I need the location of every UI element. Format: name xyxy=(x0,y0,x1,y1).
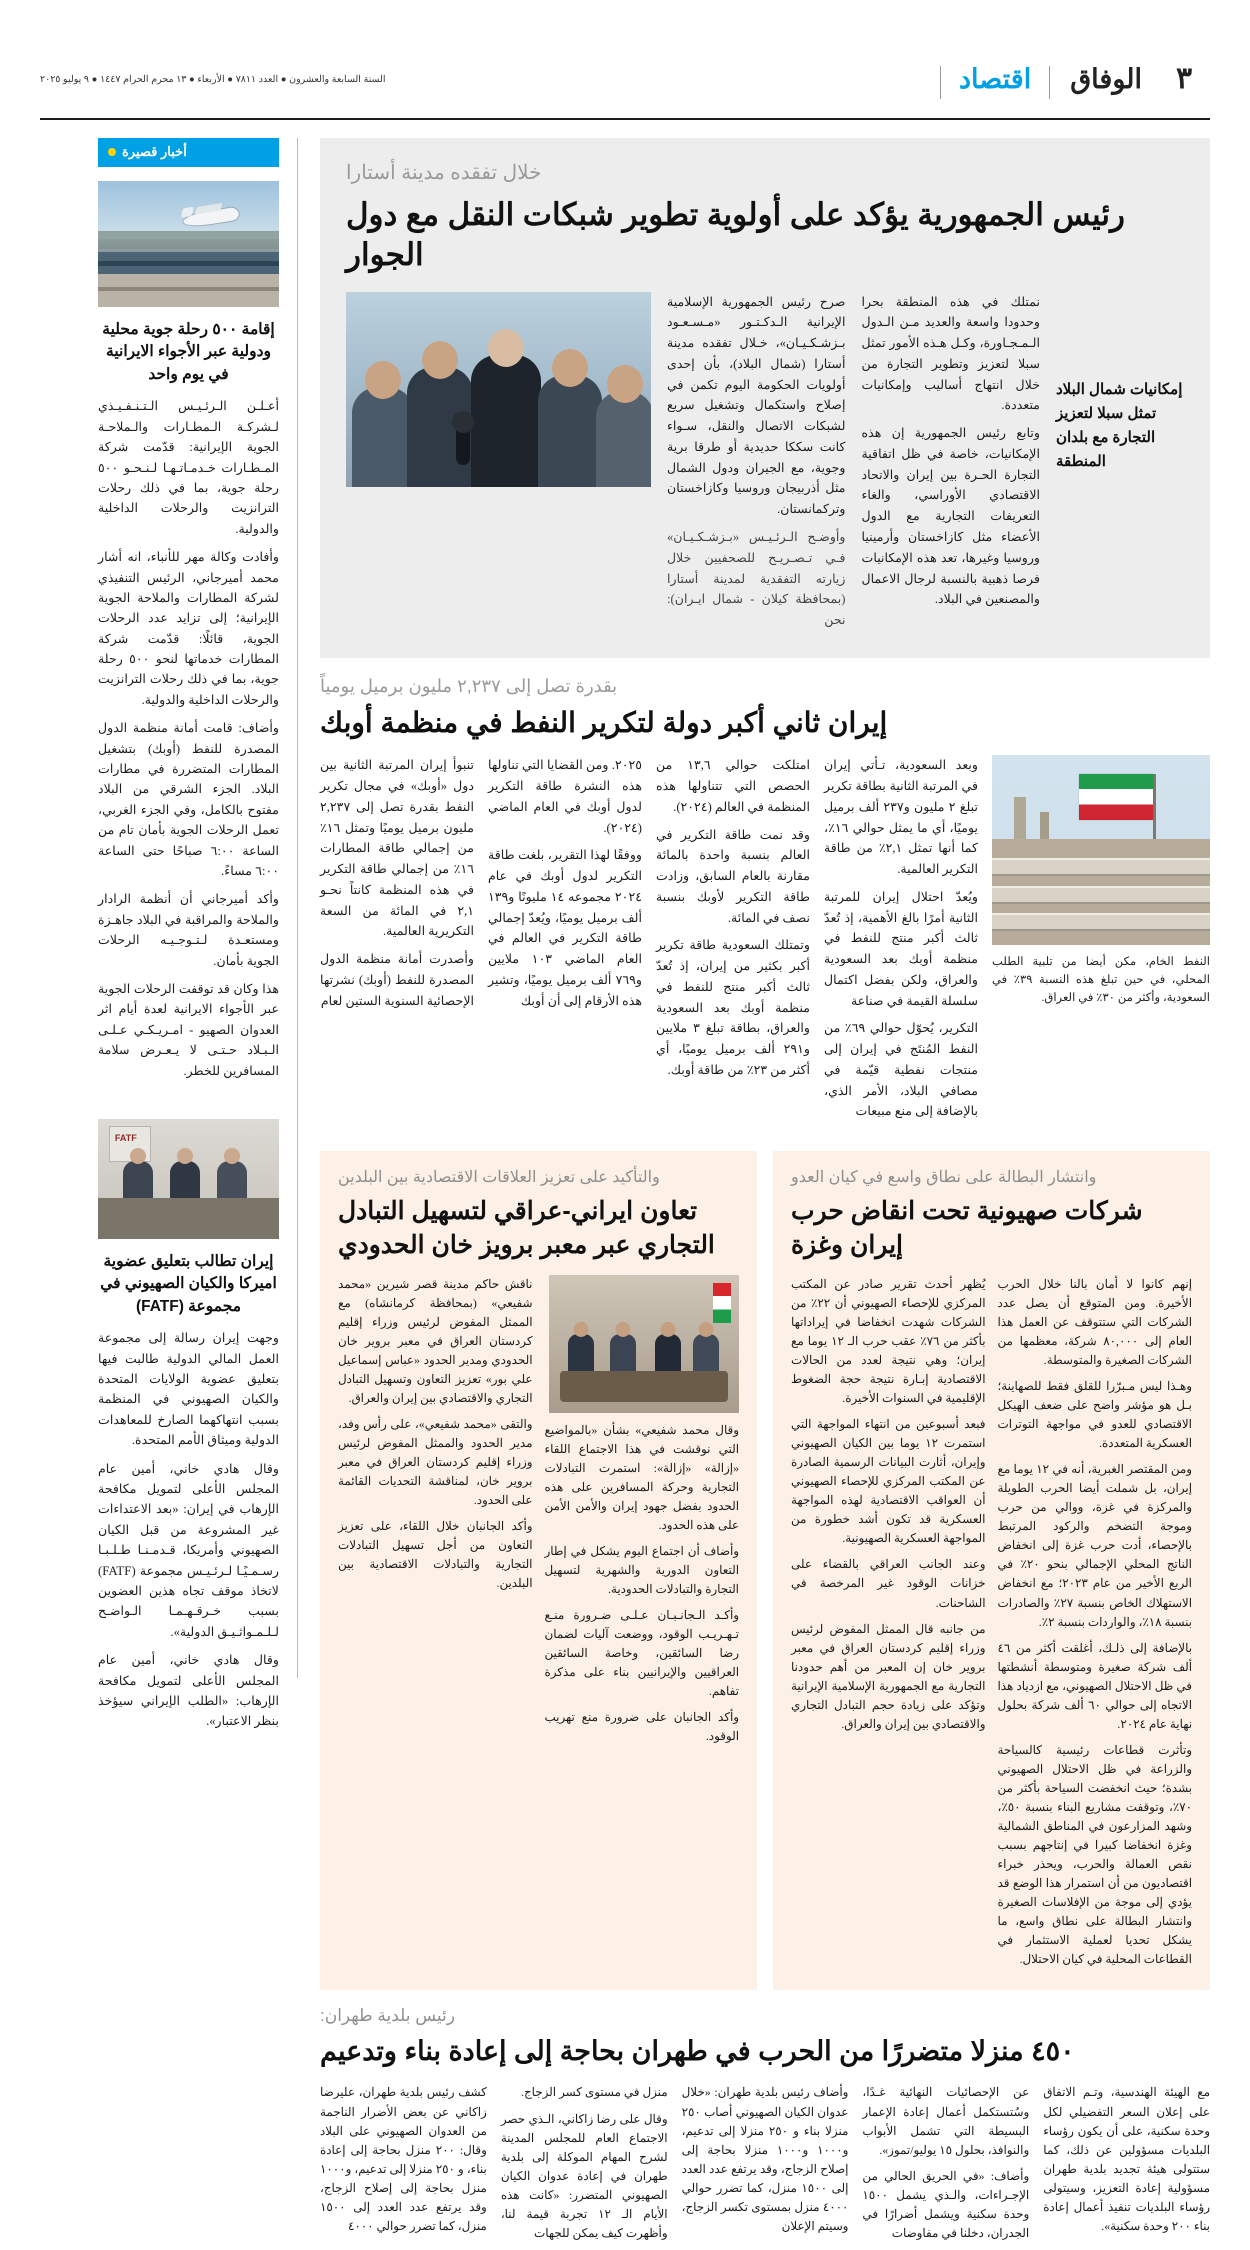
paragraph: وأضاف رئيس بلدية طهران: «خلال عدوان الكيان الصهيوني أصاب ٢٥٠ منزلا بناء و ٢٥٠ منزلا إلى تدعيم، و١٠٠٠ و١٠٠٠ منزلا بحاجة إلى إصلاح الزجاج، وقد يرتفع عدد العدد إلى ١٥٠٠ منزل، كما تضرر حوالي ٤٠٠٠ منزل بمستوى تكسر الزجاج، وسيتم الإعلان xyxy=(681,2085,849,2233)
paragraph: عن الإحصائيات النهائية غـدًا، وسُتستكمل أعمال إعادة الإعمار البسيطة التي تشمل الأبواب والنوافذ، بحلول ١٥ يوليو/تموز». xyxy=(862,2085,1030,2157)
president-press-conference-photo xyxy=(346,292,651,487)
story-column-1 xyxy=(824,755,978,1129)
paragraph: تنبوأ إيران المرتبة الثانية بين دول «أوبك» في مجال تكرير النفط بقدرة تصل إلى ٢,٢٣٧ مليون برميل يوميًا وتمثل ١٦٪ من إجمالي طاقة المطارات ١٦٪ من إجمالي طاقة التكرير في هذه المنظمة كانتاً نحـو ٢,١ في المائة من السعة التكريرية العالمية. xyxy=(320,758,474,939)
story-column-1 xyxy=(545,1275,740,1754)
masthead xyxy=(40,46,1210,120)
story-column-2 xyxy=(338,1275,533,1754)
story-column-1 xyxy=(998,1275,1193,1977)
story-headline: تعاون ايراني-عراقي لتسهيل التبادل التجاري عبر معبر برويز خان الحدودي xyxy=(338,1197,715,1259)
paragraph: وأكد أميرجاني أن أنظمة الرادار والملاحة والمراقبة في البلاد جاهـزة ومستعـدة لـتـوجـيـه الرحلات الجوية بأمان. xyxy=(98,892,279,968)
middle-stories-row xyxy=(320,1151,1210,1990)
newspaper-page xyxy=(0,46,1250,2240)
story-column-1 xyxy=(862,292,1041,617)
sidebar-item-headline: إيران تطالب بتعليق عضوية اميركا والكيان الصهيوني في مجموعة (FATF) xyxy=(100,1252,277,1315)
paragraph: وقد نمت طاقة التكرير في العالم بنسبة واحدة بالمائة مقارنة بالعام السابق، وزادت طاقة التكرير لأوبك بنسبة نصف في المائة. xyxy=(656,827,810,925)
oil-refinery-iranian-flag-photo xyxy=(992,755,1210,945)
paragraph: هذا وكان قد توقفت الرحلات الجوية عبر الأجواء الايرانية لعدة أيام اثر العدوان الصهيو - امـريـكـي عـلـى الـبـلاد حـتـى لا يـعـرض سلامة المسافرين للخطر. xyxy=(98,981,279,1078)
story-column-1 xyxy=(1043,2083,1210,2249)
story-zionist-companies xyxy=(773,1151,1210,1990)
paragraph: وأوضـح الـرئـيـس «بـزشـكـيـان» فـي تـصـريـح للصحفيين خلال زيارته التفقدية لمدينة أستارا (بمحافظة كيلان - شمال ايـران): نحن xyxy=(667,530,846,628)
paragraph: وقال على رضا زاكاني، الـذي حصر الاجتماع العام للمجلس المدينة لشرح المهام الموكلة إلى بلدية طهران في إعادة عدوان الكيان الصهيوني المتضرر: «كانت هذه الأيام الـ ١٢ تجربة قيمة لنا، وأظهرت كيف يمكن للجهات xyxy=(500,2111,668,2240)
dateline: السنة السابعة والعشرون ● العدد ٧٨١١ ● الأربعاء ● ١٣ محرم الحرام ١٤٤٧ ● ٩ يوليو ٢٠٢٥ xyxy=(40,73,386,85)
story-column-4 xyxy=(501,2083,668,2249)
story-kicker: بقدرة تصل إلى ٢,٢٣٧ مليون برميل يومياً xyxy=(320,675,618,696)
bullet-icon xyxy=(108,148,116,156)
paragraph: منزل في مستوى كسر الزجاج. xyxy=(521,2085,668,2100)
paper-name: الوفاق xyxy=(1070,63,1142,94)
story-column-2 xyxy=(667,292,846,638)
airport-runway-photo xyxy=(98,181,279,307)
paragraph: والتقى «محمد شفيعي»، على رأس وفد، مدير الحدود والممثل المفوض لرئيس وزراء إقليم كردستان العراق في معبر بروير خان، لمناقشة التحديات القائمة على الحدود. xyxy=(338,1417,533,1508)
paragraph: كشف رئيس بلدية طهران، عليرضا زاكاني عن بعض الأضرار الناجمة من العدوان الصهيوني على البلاد وقال: ٢٠٠ منزل بحاجة إلى إعادة بناء، و ٢٥٠ منزلا إلى تدعيم، و١٠٠٠ منزل بحاجة إلى إصلاح الزجاج، وقد يرتفع عدد العدد إلى ١٥٠٠ منزل، كما تضرر حوالي ٤٠٠٠ xyxy=(320,2085,487,2233)
sidebar-item-body xyxy=(98,1328,279,1731)
paragraph: وأضاف أن اجتماع اليوم يشكل في إطار التعاون الدورية والشهرية لتسهيل التجارة والتبادلات الحدودية. xyxy=(544,1544,739,1597)
paragraph: ناقش حاكم مدينة قصر شيرين «محمد شفيعي» (بمحافظة كرمانشاه) مع الممثل المفوض لرئيس وزراء إقليم كردستان العراق في معبر بروير خان الحدودي ومدير الحدود «عباس إسماعيل علي بور» تعزيز التعاون وتسهيل التبادل التجاري والاقتصادي بين إيران والعراق. xyxy=(338,1276,533,1406)
story-column-3 xyxy=(488,755,642,1129)
story-kicker: خلال تفقده مدينة أستارا xyxy=(346,162,542,184)
story-oil-refining xyxy=(320,676,1210,1137)
story-kicker: رئيس بلدية طهران: xyxy=(320,2006,455,2026)
story-kicker: والتأكيد على تعزيز العلاقات الاقتصادية بين البلدين xyxy=(338,1169,660,1187)
photo-caption: النفط الخام، مكن أيضا من تلبية الطلب المحلي، في حين تبلغ هذه النسبة ٣٩٪ في السعودية، وأكثر من ٣٠٪ في العراق. xyxy=(992,955,1210,1005)
paragraph: امتلكت حوالي ١٣,٦ من الحصص التي تتناولها هذه المنظمة في العالم (٢٠٢٤). xyxy=(656,758,810,814)
paragraph: وقال محمد شفيعي» بشأن «بالمواضيع التي نوقشت في هذا الاجتماع اللقاء «إزالة» «إزالة»: استمرت التبادلات التجارية وحركة المسافرين على هذه الحدود بفضل جهود إيران والأمن الأمن على هذه الحدود. xyxy=(544,1422,739,1532)
paragraph: فبعد أسبوعين من انتهاء المواجهة التي استمرت ١٢ يوما بين الكيان الصهيوني وإيران، أثارت البيانات الرسمية الصادرة عن المكتب المركزي للإحصاء الصهيوني أن العواقب الاقتصادية لهذه المواجهة العسكرية قد تكون أشد خطورة من المواجهة العسكرية الصهيونية. xyxy=(791,1417,986,1546)
story-column-3 xyxy=(682,2083,849,2249)
story-tehran-municipality xyxy=(320,2006,1210,2249)
paragraph: أعـلـن الـرئـيـس الـتـنـفـيـذي لـشركـة الـمطـارات والـملاحـة الجوية الإيرانية: قدّمت شركة المـطـارات خـدمـاتـهـا لـنـحـو ٥٠٠ رحلة جوية، بما في ذلك رحلات الترانزيت والرحلات الداخلية والدولية. xyxy=(98,399,279,536)
microphone-icon xyxy=(456,423,470,465)
story-column-2 xyxy=(791,1275,986,1977)
paragraph: وتأثرت قطاعات رئيسية كالسياحة والزراعة في ظل الاحتلال الصهيوني بشدة؛ حيث انخفضت السياحة بأكثر من ٧٠٪، وتوقفت مشاريع البناء بنسبة ٥٠٪، وشهد المزارعون في المناطق الشمالية وغزة انخفاضا كبيرا في إنتاجهم بسبب نقص العمالة والحرب، ويحذر خبراء اقتصاديون من أن استمرار هذا الوضع قد يؤدي إلى موجة من الإفلاسات الصغيرة وانتشار البطالة على نطاق واسع، ما يشكل تحديا لعملية الاستثمار في القطاعات المحلية في كيان الاحتلال. xyxy=(997,1742,1192,1967)
paragraph: وبعد السعودية، تـأتي إيران في المرتبة الثانية بطاقة تكرير تبلغ ٢ مليون و٢٣٧ ألف برميل يوميًا، أي ما يمثل حوالي ١٦٪، كما أنها تمثل ٢,١٪ من طاقة التكرير العالمية. xyxy=(824,758,978,877)
fatf-logo: FATF xyxy=(109,1126,151,1162)
paragraph: يُظهر أحدث تقرير صادر عن المكتب المركزي للإحصاء الصهيوني أن ٢٢٪ من الشركات شهدت انخفاضا في إيراداتها بأكثر من ٧٦٪ عقب حرب الـ ١٢ يوما مع إيران؛ وهي نتيجة لعدد من الحالات الاقتصادية إبـارة نتيجة حجة الضغوط الإقليمية في السنوات الأخيرة. xyxy=(791,1276,986,1406)
sidebar-news-item[interactable] xyxy=(98,1119,279,1732)
paragraph: ووفقًا لهذا التقرير، بلغت طاقة التكرير لدول أوبك في عام ٢٠٢٤ مجموعه ١٤ مليونًا و١٣٩ ألف برميل يوميًا، ويُعدّ إجمالي طاقة التكرير في العالم في العام الماضي ١٠٣ ملايين و٧٦٩ ألف برميل يوميًا، وتشير هذه الأرقام إلى أن أوبك xyxy=(488,848,642,1008)
main-content xyxy=(320,138,1210,2240)
paragraph: وهـذا ليس مـبرّرا للقلق فقط للصهاينة؛ بـل هو مؤشر واضح على ضعف الهيكل الاقتصادي للعدو في مواجهة التوترات العسكرية المتعددة. xyxy=(997,1378,1192,1451)
sidebar-item-body xyxy=(98,396,279,1081)
story-column-4 xyxy=(320,755,474,1129)
paragraph: ويُعدّ احتلال إيران للمرتبة الثانية أمرًا بالغ الأهمية، إذ تُعدّ ثالث أكبر منتج للنفط في منظمة أوبك بعد السعودية والعراق، ولكن بفضل اكتمال سلسلة القيمة في صناعة xyxy=(824,889,978,1008)
paragraph: وتمتلك السعودية طاقة تكرير أكبر بكثير من إيران، إذ تُعدّ ثالث أكبر منتج للنفط في منظمة أوبك بعد السعودية والعراق، بطاقة تبلغ ٣ ملايين و٢٩١ ألف برميل يوميًا، أي أكثر من ٢٣٪ من طاقة أوبك. xyxy=(656,938,810,1077)
paragraph: من جانبه قال الممثل المفوض لرئيس وزراء إقليم كردستان العراق في معبر بروير خان إن المعبر من أهم حدودنا التجارية مع الجمهورية الإسلامية الإيرانية وتؤكد على زيادة حجم التبادل التجاري والاقتصادي بين إيران والعراق. xyxy=(791,1621,986,1731)
story-president-transport xyxy=(320,138,1210,658)
story-headline: شركات صهيونية تحت انقاض حرب إيران وغزة xyxy=(791,1197,1143,1259)
story-headline: ٤٥٠ منزلا متضررًا من الحرب في طهران بحاجة إلى إعادة بناء وتدعيم xyxy=(320,2036,1075,2067)
page-number: ٣ xyxy=(1175,62,1193,95)
paragraph: وأكد الجانبان على ضرورة منع تهريب الوقود. xyxy=(544,1710,739,1744)
paragraph: وتابع رئيس الجمهورية إن هذه الإمكانيات، خاصة في ظل اتفاقية التجارة الحـرة بين إيران والاتحاد الاقتصادي الأوراسي، والغاء التعريفات التجارية مع الدول الأعضاء مثل كازاخستان وأرمينيا وروسيا وغيرها، تعد هذه الإمكانيات فرصا ذهبية بالنسبة لرجال الاعمال والمصنعين في البلاد. xyxy=(861,426,1040,607)
paragraph: وأضاف: قامت أمانة منظمة الدول المصدرة للنفط (أوبك) بتشغيل المطارات المتضررة في مطارات البلاد. الجزء الشرقي من البلاد مفتوح بالكامل، وفي الجزء الغربي، تعمل الرحلات الجوية بأمان تام من الساعة ٦:٠٠ صباحًا حتى الساعة ٦:٠٠ مساءً. xyxy=(98,721,280,878)
paragraph: التكرير، يُحوّل حوالي ٦٩٪ من النفط المُنتَج في إيران إلى منتجات نفطية قيّمة في مصافي البلاد، الأمر الذي، بالإضافة إلى منع مبيعات xyxy=(824,1021,979,1119)
paragraph: إنهم كانوا لا أمان بالنا خلال الحرب الأخيرة. ومن المتوقع أن يصل عدد الشركات التي ستتوقف عن العمل هذا العام إلى ٨٠,٠٠٠ شركة، معظمها من الشركات الصغيرة والمتوسطة. xyxy=(997,1276,1193,1367)
paragraph: بالإضافة إلى ذلـك، أغلقت أكثر من ٤٦ ألف شركة صغيرة ومتوسطة أنشطتها في ظل الاحتلال الصهيوني، مع ازدياد هذا الاتجاه إلى حوالي ٦٠ ألف شركة بحلول نهاية عام ٢٠٢٤. xyxy=(997,1640,1192,1731)
divider xyxy=(98,1089,279,1105)
paragraph: وأفادت وكالة مهر للأنباء، انه أشار محمد أميرجاني، الرئيس التنفيذي لشركة المطارات والملاحة الجوية الإيرانية؛ إلى تزايد عدد الرحلات الجوية، قائلًا: قدّمت شركة المطارات خدماتها لنحو ٥٠٠ رحلة جوية، بما في ذلك رحلات الترانزيت والرحلات الداخلية والدولية. xyxy=(98,550,279,707)
story-headline: إيران ثاني أكبر دولة لتكرير النفط في منظمة أوبك xyxy=(320,706,888,738)
paragraph: ومن المقتصر الغبرية، أنه في ١٢ يوما مع إيران، بل شملت أيضا الحرب الطويلة والمركزة في غزة، ووالي من حرب وموجة التضخم والركود المرتبط بالإحصاء، أدت حرب غزة إلى انخفاض الناتج المحلي الإجمالي بنحو ٢٠٪ في الربع الأخير من عام ٢٠٢٣؛ مع انخفاض الاستهلاك الخاص بنسبة ٢٧٪ والصادرات بنسبة ١٨٪، والواردات بنسبة ٢٪. xyxy=(997,1462,1193,1629)
paragraph: نمتلك في هذه المنطقة بحرا وحدودا واسعة والعديد مـن الـدول الـمـجـاورة، وكـل هـذه الأمور تمثل سبلا لتعزيز وتطوير التجارة من خلال انتهاج أساليب وإمكانيات متعددة. xyxy=(861,294,1040,413)
iran-flag-icon xyxy=(1079,774,1153,820)
story-column-2 xyxy=(862,2083,1029,2249)
story-column-2 xyxy=(656,755,810,1129)
paragraph: وأضاف: «في الحريق الحالي من الإجـراءات، والـذي يشمل ١٥٠٠ وحدة سكنية ويشمل أضرارًا في الجدران، دخلنا في مفاوضات xyxy=(862,2168,1030,2240)
section-name: اقتصاد xyxy=(940,66,1050,99)
short-news-badge-label: أخبار قصيرة xyxy=(122,144,187,159)
pull-quote: إمكانيات شمال البلاد تمثل سبلا لتعزيز التجارة مع بلدان المنطقة xyxy=(1056,380,1183,470)
paragraph: وقال هادي خاني، أمين عام المجلس الأعلى لتمويل مكافحة الإرهاب في إيران: «بعد الاعتداءات غير المشروعة من قبل الكيان الصهيوني وأمريكا، قـدمـنـا طـلـبـا رسـمـيًـا لـرئـيـس مجموعة (FATF) لاتخاذ موقف تجاه هذين العضوين بسبب خـرقـهـمـا الـواضـح لـلـمـواثـيـق الدولية». xyxy=(98,1461,279,1639)
page-body xyxy=(40,138,1210,2240)
paragraph: وأكد الجانبان خلال اللقاء، على تعزيز التعاون من أجل تسهيل التبادلات التجارية والتبادلات الاقتصادية بين البلدين. xyxy=(338,1519,533,1591)
paragraph: ٢٠٢٥. ومن القضايا التي تناولها هذه النشرة طاقة التكرير لدول أوبك في العام الماضي (٢٠٢٤). xyxy=(488,758,642,835)
sidebar-item-headline: إقامة ٥٠٠ رحلة جوية محلية ودولية عبر الأجواء الايرانية في يوم واحد xyxy=(102,321,275,383)
paragraph: وقال هادي خاني، أمين عام المجلس الأعلى لتمويل مكافحة الإرهاب: «الطلب الإيراني سيؤخذ بنظر الاعتبار». xyxy=(98,1653,279,1729)
paragraph: وجهت إيران رسالة إلى مجموعة العمل المالي الدولية طالبت فيها بتعليق عضوية الولايات المتحدة والكيان الصهيوني في المنظمة بسبب انتهاكهما الصارخ للمعاهدات الدولية وميثاق الأمم المتحدة. xyxy=(98,1331,279,1448)
paragraph: وأكـد الـجانـبـان عـلـى ضـرورة منـع تـهـريـب الوقود، ووضعت آليات لضمان رضا السائقين، وخاصة السائقين العراقيين والإيرانيين بناء على مذكرة تفاهم. xyxy=(544,1608,739,1699)
story-iran-iraq-trade xyxy=(320,1151,757,1990)
fatf-meeting-photo xyxy=(98,1119,279,1239)
iran-iraq-border-meeting-photo xyxy=(549,1275,739,1413)
short-news-badge xyxy=(98,138,279,167)
short-news-sidebar xyxy=(98,138,298,1729)
story-column-5 xyxy=(320,2083,487,2249)
sidebar-news-item[interactable] xyxy=(98,181,279,1081)
story-headline: رئيس الجمهورية يؤكد على أولوية تطوير شبكات النقل مع دول الجوار xyxy=(346,197,1125,273)
paragraph: وأصدرت أمانة منظمة الدول المصدرة للنفط (أوبك) نشرتها الإحصائية السنوية الستين لعام xyxy=(320,952,474,1008)
paragraph: صرح رئيس الجمهورية الإسلامية الإيرانية الـدكـتـور «مـسـعـود بـزشـكـيـان»، خـلال تفقده مدينة أستارا (شمال البلاد)، بأن إحدى أولويات الحكومة اليوم تكمن في إصلاح واستكمال وتشغيل سريع لشبكات الاتصال والنقل، سـواء كانت سككا حديدية أو طرقا برية وجوية، مع الجيران ودول الشمال مثل أذربيجان وروسيا وكازاخستان وتركمانستان. xyxy=(667,294,846,517)
story-kicker: وانتشار البطالة على نطاق واسع في كيان العدو xyxy=(791,1169,1097,1187)
paragraph: وعند الجانب العراقي بالقضاء على خزانات الوقود غير المرخصة في الشاحنات. xyxy=(791,1557,986,1610)
paragraph: مع الهيئة الهندسية، وتـم الاتفاق على إعلان السعر التفضيلي لكل وحدة سكنية، على أن يكون رؤساء البلديات مسؤولين عن ذلك، كما ستتولى هيئة تجديد بلدية طهران مسؤولية إعادة التعزيز، وسيتولى رؤساء البلديات تنفيذ أعمال إعادة بناء ٢٠٠ وحدة سكنية». xyxy=(1043,2085,1210,2233)
flag-icon xyxy=(713,1283,731,1323)
